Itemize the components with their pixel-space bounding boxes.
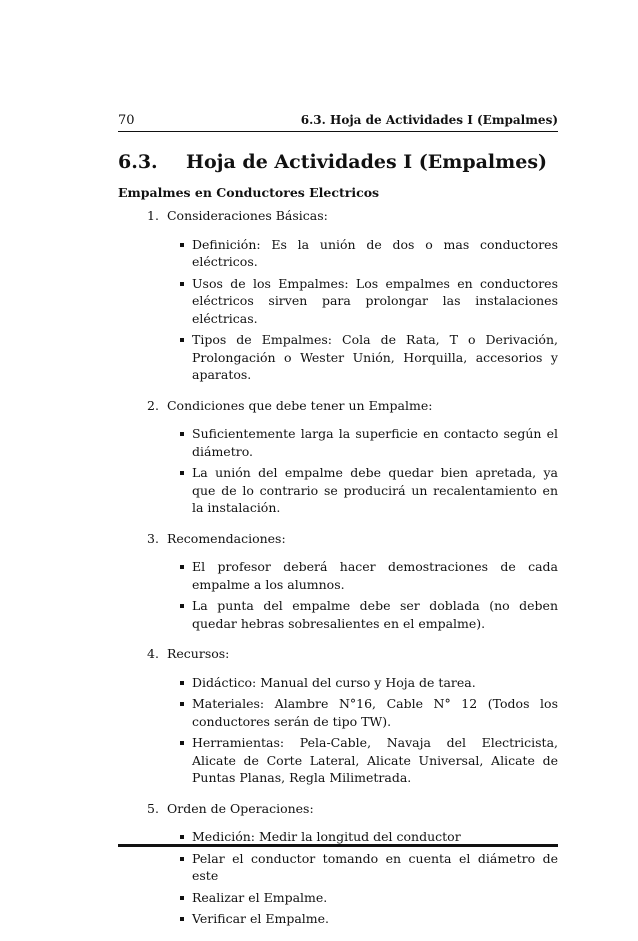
bullet-item xyxy=(192,236,558,271)
bullet-list xyxy=(118,236,558,384)
bullet-list xyxy=(118,828,558,928)
bullet-text: Materiales: Alambre N°16, Cable N° 12 (Todos los conductores serán de tipo TW). xyxy=(192,696,558,729)
header-rule xyxy=(118,131,558,132)
bullet-list xyxy=(118,558,558,632)
enum-item xyxy=(118,530,558,633)
running-title: 6.3. Hoja de Actividades I (Empalmes) xyxy=(300,113,558,127)
bullet-item xyxy=(192,695,558,730)
bullet-item xyxy=(192,331,558,384)
bullet-text: Realizar el Empalme. xyxy=(192,889,328,905)
bullet-text: Pelar el conductor tomando en cuenta el diámetro de este xyxy=(192,850,558,883)
bullet-text: Tipos de Empalmes: Cola de Rata, T o Derivación, Prolongación o Wester Unión, Horquilla, accesorios y aparatos. xyxy=(192,332,558,382)
bullet-square-icon xyxy=(180,604,184,608)
enum-item-label: Condiciones que debe tener un Empalme: xyxy=(166,397,433,413)
bullet-square-icon xyxy=(180,702,184,706)
bullet-list xyxy=(118,674,558,787)
bullet-square-icon xyxy=(180,432,184,436)
bullet-list xyxy=(118,425,558,517)
enum-item-heading xyxy=(118,530,558,548)
bullet-square-icon xyxy=(180,282,184,286)
bullet-item xyxy=(192,558,558,593)
bullet-item xyxy=(192,425,558,460)
bullet-square-icon xyxy=(180,565,184,569)
bullet-item xyxy=(192,734,558,787)
subheading: Empalmes en Conductores Electricos xyxy=(118,185,380,200)
bullet-item xyxy=(192,674,558,692)
bullet-item xyxy=(192,275,558,328)
bullet-item xyxy=(192,850,558,885)
enum-item xyxy=(118,207,558,384)
enum-item-number: 2. xyxy=(147,397,159,413)
running-header xyxy=(118,113,558,131)
bullet-square-icon xyxy=(180,835,184,839)
bullet-text: Suficientemente larga la superficie en contacto según el diámetro. xyxy=(192,426,558,459)
enum-item-heading xyxy=(118,207,558,225)
enum-item-label: Orden de Operaciones: xyxy=(166,800,314,816)
enum-item xyxy=(118,800,558,928)
bullet-square-icon xyxy=(180,681,184,685)
section-title: Hoja de Actividades I (Empalmes) xyxy=(186,151,548,173)
enum-item-number: 5. xyxy=(147,800,159,816)
bullet-item xyxy=(192,464,558,517)
bullet-square-icon xyxy=(180,243,184,247)
bullet-item xyxy=(192,910,558,928)
enum-item-heading xyxy=(118,397,558,415)
enum-item-number: 4. xyxy=(147,646,159,661)
bullet-text: Usos de los Empalmes: Los empalmes en conductores eléctricos sirven para prolongar las instalaciones eléctricas. xyxy=(192,275,558,326)
bullet-square-icon xyxy=(180,741,184,745)
page-number: 70 xyxy=(118,113,135,128)
bullet-text: Definición: Es la unión de dos o mas conductores eléctricos. xyxy=(192,236,558,269)
bullet-text: La unión del empalme debe quedar bien apretada, ya que de lo contrario se producirá un recalentamiento en la instalación. xyxy=(192,465,558,515)
bullet-square-icon xyxy=(180,917,184,921)
enum-item-label: Consideraciones Básicas: xyxy=(166,208,328,223)
bullet-square-icon xyxy=(180,338,184,342)
footer-rule xyxy=(118,844,558,847)
bullet-item xyxy=(192,828,558,846)
enum-item-number: 3. xyxy=(147,530,159,546)
enum-item xyxy=(118,397,558,517)
bullet-item xyxy=(192,597,558,632)
enum-item-heading xyxy=(118,645,558,663)
bullet-text: El profesor deberá hacer demostraciones de cada empalme a los alumnos. xyxy=(192,559,558,592)
bullet-text: Didáctico: Manual del curso y Hoja de tarea. xyxy=(192,674,476,690)
bullet-square-icon xyxy=(180,857,184,861)
enum-item-label: Recomendaciones: xyxy=(166,530,286,546)
enum-item-label: Recursos: xyxy=(166,646,230,661)
bullet-square-icon xyxy=(180,896,184,900)
bullet-text: Herramientas: Pela-Cable, Navaja del Electricista, Alicate de Corte Lateral, Alicate Universal, Alicate de Puntas Planas, Regla Milimetrada. xyxy=(192,735,558,785)
bullet-text: La punta del empalme debe ser doblada (no deben quedar hebras sobresalientes en el empalme). xyxy=(192,598,558,631)
enum-item xyxy=(118,645,558,787)
enum-item-heading xyxy=(118,800,558,818)
section-number: 6.3. xyxy=(118,151,158,173)
enumerated-list xyxy=(118,207,558,941)
bullet-item xyxy=(192,889,558,907)
bullet-square-icon xyxy=(180,471,184,475)
bullet-text: Medición: Medir la longitud del conductor xyxy=(192,829,461,844)
enum-item-number: 1. xyxy=(147,208,159,223)
bullet-text: Verificar el Empalme. xyxy=(192,911,330,926)
section-heading xyxy=(118,151,547,173)
